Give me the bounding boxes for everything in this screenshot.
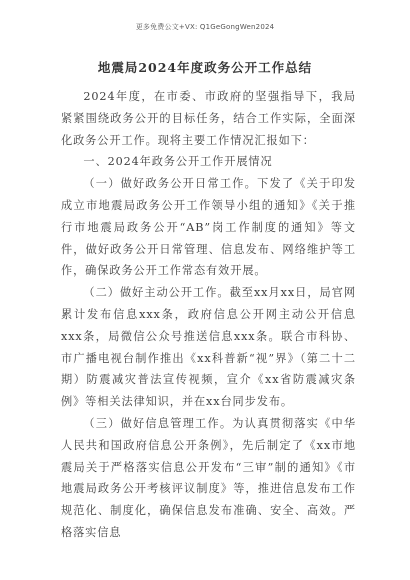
paragraph-daily-work: （一）做好政务公开日常工作。下发了《关于印发成立市地震局政务公开工作领导小组的通知》《关于推行市地震局政务公开“AB”岗工作制度的通知》等文件，做好政务公开日常管理、信息发布、网络维护等工作，确保政务公开工作常态有效开展。 xyxy=(61,177,356,278)
paragraph-intro: 2024年度，在市委、市政府的坚强指导下，我局紧紧围绕政务公开的目标任务，结合工作实际，全面深化政务公开工作。现将主要工作情况汇报如下： xyxy=(61,90,356,147)
paragraph-info-management: （三）做好信息管理工作。为认真贯彻落实《中华人民共和国政府信息公开条例》，先后制定了《xx市地震局关于严格落实信息公开发布“三审”制的通知》《市地震局政务公开考核评议制度》等，推进信息发布工作规范化、制度化，确保信息发布准确、安全、高效。严格落实信息 xyxy=(61,416,356,539)
document-body xyxy=(61,86,356,544)
paragraph-active-disclosure: （二）做好主动公开工作。截至xx月xx日，局官网累计发布信息xxx条，政府信息公开网主动公开信息xxx条，局微信公众号推送信息xxx条。联合市科协、市广播电视台制作推出《xx科普新“视”界》（第二十二期）防震减灾普法宣传视频，宣介《xx省防震减灾条例》等相关法律知识，并在xx台同步发布。 xyxy=(61,286,356,409)
document-title: 地震局2024年度政务公开工作总结 xyxy=(97,60,313,75)
page-header: 更多免费公文+VX: Q1GeGongWen2024 xyxy=(135,23,275,31)
section-heading-1: 一、2024年政务公开工作开展情况 xyxy=(83,155,273,169)
